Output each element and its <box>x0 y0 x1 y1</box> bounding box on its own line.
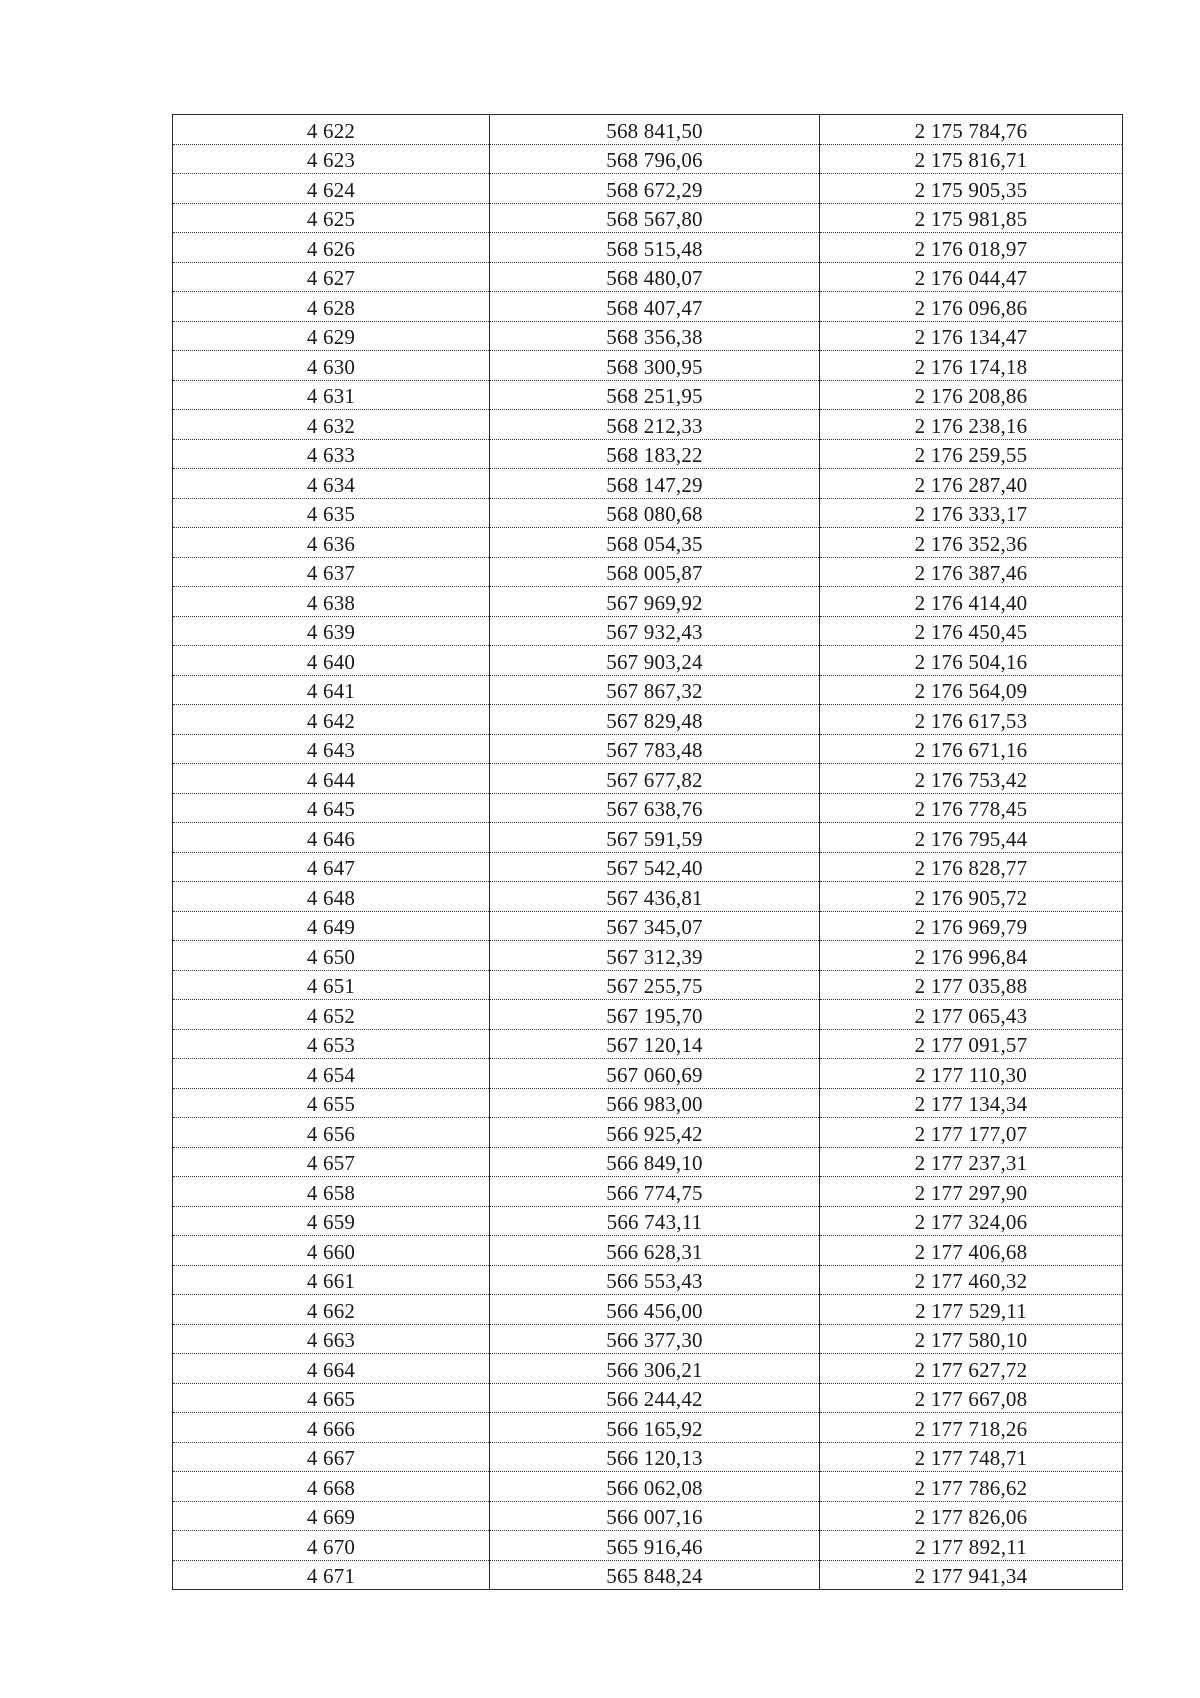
point-number-cell: 4 655 <box>173 1088 490 1118</box>
x-coordinate-cell: 568 054,35 <box>490 528 820 558</box>
point-number-cell: 4 664 <box>173 1354 490 1384</box>
point-number-cell: 4 650 <box>173 941 490 971</box>
table-row <box>173 1000 1123 1030</box>
table-row <box>173 587 1123 617</box>
table-row <box>173 1029 1123 1059</box>
y-coordinate-cell: 2 176 287,40 <box>820 469 1123 499</box>
x-coordinate-cell: 568 672,29 <box>490 174 820 204</box>
y-coordinate-cell: 2 176 134,47 <box>820 321 1123 351</box>
y-coordinate-cell: 2 176 617,53 <box>820 705 1123 735</box>
x-coordinate-cell: 566 306,21 <box>490 1354 820 1384</box>
x-coordinate-cell: 567 677,82 <box>490 764 820 794</box>
table-row <box>173 1265 1123 1295</box>
table-row <box>173 469 1123 499</box>
y-coordinate-cell: 2 176 564,09 <box>820 675 1123 705</box>
point-number-cell: 4 665 <box>173 1383 490 1413</box>
point-number-cell: 4 643 <box>173 734 490 764</box>
point-number-cell: 4 670 <box>173 1531 490 1561</box>
y-coordinate-cell: 2 176 259,55 <box>820 439 1123 469</box>
table-row <box>173 911 1123 941</box>
y-coordinate-cell: 2 176 044,47 <box>820 262 1123 292</box>
y-coordinate-cell: 2 177 324,06 <box>820 1206 1123 1236</box>
point-number-cell: 4 652 <box>173 1000 490 1030</box>
table-row <box>173 1442 1123 1472</box>
x-coordinate-cell: 568 480,07 <box>490 262 820 292</box>
x-coordinate-cell: 568 841,50 <box>490 115 820 145</box>
y-coordinate-cell: 2 177 091,57 <box>820 1029 1123 1059</box>
point-number-cell: 4 641 <box>173 675 490 705</box>
x-coordinate-cell: 566 062,08 <box>490 1472 820 1502</box>
table-row <box>173 439 1123 469</box>
x-coordinate-cell: 567 312,39 <box>490 941 820 971</box>
y-coordinate-cell: 2 176 996,84 <box>820 941 1123 971</box>
table-row <box>173 292 1123 322</box>
y-coordinate-cell: 2 177 297,90 <box>820 1177 1123 1207</box>
x-coordinate-cell: 568 515,48 <box>490 233 820 263</box>
x-coordinate-cell: 568 567,80 <box>490 203 820 233</box>
x-coordinate-cell: 568 212,33 <box>490 410 820 440</box>
x-coordinate-cell: 567 255,75 <box>490 970 820 1000</box>
table-row <box>173 1059 1123 1089</box>
table-row <box>173 1531 1123 1561</box>
x-coordinate-cell: 568 300,95 <box>490 351 820 381</box>
x-coordinate-cell: 566 553,43 <box>490 1265 820 1295</box>
x-coordinate-cell: 567 542,40 <box>490 852 820 882</box>
point-number-cell: 4 632 <box>173 410 490 440</box>
x-coordinate-cell: 566 743,11 <box>490 1206 820 1236</box>
point-number-cell: 4 634 <box>173 469 490 499</box>
x-coordinate-cell: 568 251,95 <box>490 380 820 410</box>
y-coordinate-cell: 2 176 352,36 <box>820 528 1123 558</box>
x-coordinate-cell: 567 195,70 <box>490 1000 820 1030</box>
y-coordinate-cell: 2 176 905,72 <box>820 882 1123 912</box>
x-coordinate-cell: 567 591,59 <box>490 823 820 853</box>
table-row <box>173 1501 1123 1531</box>
table-row <box>173 646 1123 676</box>
y-coordinate-cell: 2 176 450,45 <box>820 616 1123 646</box>
point-number-cell: 4 657 <box>173 1147 490 1177</box>
point-number-cell: 4 629 <box>173 321 490 351</box>
x-coordinate-cell: 567 060,69 <box>490 1059 820 1089</box>
x-coordinate-cell: 567 903,24 <box>490 646 820 676</box>
point-number-cell: 4 667 <box>173 1442 490 1472</box>
x-coordinate-cell: 566 628,31 <box>490 1236 820 1266</box>
table-row <box>173 174 1123 204</box>
point-number-cell: 4 639 <box>173 616 490 646</box>
y-coordinate-cell: 2 177 065,43 <box>820 1000 1123 1030</box>
y-coordinate-cell: 2 177 460,32 <box>820 1265 1123 1295</box>
point-number-cell: 4 645 <box>173 793 490 823</box>
point-number-cell: 4 663 <box>173 1324 490 1354</box>
x-coordinate-cell: 568 005,87 <box>490 557 820 587</box>
table-row <box>173 616 1123 646</box>
point-number-cell: 4 654 <box>173 1059 490 1089</box>
table-row <box>173 351 1123 381</box>
y-coordinate-cell: 2 177 134,34 <box>820 1088 1123 1118</box>
x-coordinate-cell: 567 638,76 <box>490 793 820 823</box>
y-coordinate-cell: 2 177 748,71 <box>820 1442 1123 1472</box>
y-coordinate-cell: 2 177 580,10 <box>820 1324 1123 1354</box>
table-row <box>173 498 1123 528</box>
y-coordinate-cell: 2 176 504,16 <box>820 646 1123 676</box>
point-number-cell: 4 649 <box>173 911 490 941</box>
point-number-cell: 4 662 <box>173 1295 490 1325</box>
y-coordinate-cell: 2 175 981,85 <box>820 203 1123 233</box>
point-number-cell: 4 661 <box>173 1265 490 1295</box>
x-coordinate-cell: 567 345,07 <box>490 911 820 941</box>
point-number-cell: 4 628 <box>173 292 490 322</box>
point-number-cell: 4 635 <box>173 498 490 528</box>
table-row <box>173 410 1123 440</box>
table-row <box>173 144 1123 174</box>
table-row <box>173 1206 1123 1236</box>
y-coordinate-cell: 2 176 795,44 <box>820 823 1123 853</box>
y-coordinate-cell: 2 176 208,86 <box>820 380 1123 410</box>
x-coordinate-cell: 568 407,47 <box>490 292 820 322</box>
table-row <box>173 1560 1123 1590</box>
point-number-cell: 4 659 <box>173 1206 490 1236</box>
table-row <box>173 1413 1123 1443</box>
point-number-cell: 4 627 <box>173 262 490 292</box>
table-row <box>173 1236 1123 1266</box>
table-row <box>173 1088 1123 1118</box>
x-coordinate-cell: 566 849,10 <box>490 1147 820 1177</box>
y-coordinate-cell: 2 175 816,71 <box>820 144 1123 174</box>
x-coordinate-cell: 568 080,68 <box>490 498 820 528</box>
table-row <box>173 793 1123 823</box>
x-coordinate-cell: 565 916,46 <box>490 1531 820 1561</box>
x-coordinate-cell: 568 147,29 <box>490 469 820 499</box>
x-coordinate-cell: 567 969,92 <box>490 587 820 617</box>
y-coordinate-cell: 2 177 627,72 <box>820 1354 1123 1384</box>
x-coordinate-cell: 566 774,75 <box>490 1177 820 1207</box>
table-row <box>173 528 1123 558</box>
table-row <box>173 380 1123 410</box>
point-number-cell: 4 666 <box>173 1413 490 1443</box>
y-coordinate-cell: 2 177 786,62 <box>820 1472 1123 1502</box>
point-number-cell: 4 623 <box>173 144 490 174</box>
y-coordinate-cell: 2 176 238,16 <box>820 410 1123 440</box>
point-number-cell: 4 638 <box>173 587 490 617</box>
x-coordinate-cell: 568 356,38 <box>490 321 820 351</box>
x-coordinate-cell: 566 007,16 <box>490 1501 820 1531</box>
point-number-cell: 4 626 <box>173 233 490 263</box>
table-row <box>173 233 1123 263</box>
point-number-cell: 4 622 <box>173 115 490 145</box>
y-coordinate-cell: 2 177 035,88 <box>820 970 1123 1000</box>
y-coordinate-cell: 2 176 778,45 <box>820 793 1123 823</box>
point-number-cell: 4 660 <box>173 1236 490 1266</box>
y-coordinate-cell: 2 177 826,06 <box>820 1501 1123 1531</box>
table-row <box>173 941 1123 971</box>
y-coordinate-cell: 2 177 892,11 <box>820 1531 1123 1561</box>
y-coordinate-cell: 2 177 718,26 <box>820 1413 1123 1443</box>
y-coordinate-cell: 2 177 177,07 <box>820 1118 1123 1148</box>
table-row <box>173 1177 1123 1207</box>
coordinates-table <box>172 114 1123 1590</box>
x-coordinate-cell: 567 829,48 <box>490 705 820 735</box>
x-coordinate-cell: 567 120,14 <box>490 1029 820 1059</box>
table-row <box>173 1118 1123 1148</box>
x-coordinate-cell: 568 183,22 <box>490 439 820 469</box>
x-coordinate-cell: 566 165,92 <box>490 1413 820 1443</box>
x-coordinate-cell: 566 925,42 <box>490 1118 820 1148</box>
x-coordinate-cell: 566 377,30 <box>490 1324 820 1354</box>
point-number-cell: 4 637 <box>173 557 490 587</box>
y-coordinate-cell: 2 177 237,31 <box>820 1147 1123 1177</box>
point-number-cell: 4 633 <box>173 439 490 469</box>
table-row <box>173 705 1123 735</box>
table-row <box>173 1324 1123 1354</box>
point-number-cell: 4 642 <box>173 705 490 735</box>
x-coordinate-cell: 566 120,13 <box>490 1442 820 1472</box>
point-number-cell: 4 651 <box>173 970 490 1000</box>
x-coordinate-cell: 567 783,48 <box>490 734 820 764</box>
y-coordinate-cell: 2 176 096,86 <box>820 292 1123 322</box>
y-coordinate-cell: 2 177 110,30 <box>820 1059 1123 1089</box>
table-row <box>173 1472 1123 1502</box>
table-row <box>173 115 1123 145</box>
y-coordinate-cell: 2 176 753,42 <box>820 764 1123 794</box>
x-coordinate-cell: 568 796,06 <box>490 144 820 174</box>
point-number-cell: 4 656 <box>173 1118 490 1148</box>
point-number-cell: 4 644 <box>173 764 490 794</box>
y-coordinate-cell: 2 177 667,08 <box>820 1383 1123 1413</box>
y-coordinate-cell: 2 176 671,16 <box>820 734 1123 764</box>
point-number-cell: 4 653 <box>173 1029 490 1059</box>
point-number-cell: 4 671 <box>173 1560 490 1590</box>
point-number-cell: 4 658 <box>173 1177 490 1207</box>
y-coordinate-cell: 2 176 018,97 <box>820 233 1123 263</box>
x-coordinate-cell: 566 456,00 <box>490 1295 820 1325</box>
point-number-cell: 4 625 <box>173 203 490 233</box>
table-row <box>173 734 1123 764</box>
y-coordinate-cell: 2 176 969,79 <box>820 911 1123 941</box>
table-row <box>173 1383 1123 1413</box>
point-number-cell: 4 624 <box>173 174 490 204</box>
y-coordinate-cell: 2 175 905,35 <box>820 174 1123 204</box>
y-coordinate-cell: 2 177 941,34 <box>820 1560 1123 1590</box>
point-number-cell: 4 640 <box>173 646 490 676</box>
y-coordinate-cell: 2 177 529,11 <box>820 1295 1123 1325</box>
table-row <box>173 1147 1123 1177</box>
x-coordinate-cell: 567 436,81 <box>490 882 820 912</box>
table-row <box>173 557 1123 587</box>
x-coordinate-cell: 567 867,32 <box>490 675 820 705</box>
y-coordinate-cell: 2 175 784,76 <box>820 115 1123 145</box>
point-number-cell: 4 631 <box>173 380 490 410</box>
point-number-cell: 4 636 <box>173 528 490 558</box>
y-coordinate-cell: 2 176 333,17 <box>820 498 1123 528</box>
coordinates-table-body <box>173 115 1123 1590</box>
point-number-cell: 4 630 <box>173 351 490 381</box>
point-number-cell: 4 646 <box>173 823 490 853</box>
table-row <box>173 1354 1123 1384</box>
table-row <box>173 1295 1123 1325</box>
point-number-cell: 4 648 <box>173 882 490 912</box>
x-coordinate-cell: 565 848,24 <box>490 1560 820 1590</box>
table-row <box>173 764 1123 794</box>
table-row <box>173 823 1123 853</box>
table-row <box>173 852 1123 882</box>
point-number-cell: 4 668 <box>173 1472 490 1502</box>
point-number-cell: 4 669 <box>173 1501 490 1531</box>
x-coordinate-cell: 567 932,43 <box>490 616 820 646</box>
x-coordinate-cell: 566 244,42 <box>490 1383 820 1413</box>
y-coordinate-cell: 2 177 406,68 <box>820 1236 1123 1266</box>
table-row <box>173 675 1123 705</box>
table-row <box>173 203 1123 233</box>
table-row <box>173 970 1123 1000</box>
table-row <box>173 262 1123 292</box>
table-row <box>173 882 1123 912</box>
point-number-cell: 4 647 <box>173 852 490 882</box>
y-coordinate-cell: 2 176 387,46 <box>820 557 1123 587</box>
x-coordinate-cell: 566 983,00 <box>490 1088 820 1118</box>
y-coordinate-cell: 2 176 174,18 <box>820 351 1123 381</box>
y-coordinate-cell: 2 176 828,77 <box>820 852 1123 882</box>
y-coordinate-cell: 2 176 414,40 <box>820 587 1123 617</box>
table-row <box>173 321 1123 351</box>
